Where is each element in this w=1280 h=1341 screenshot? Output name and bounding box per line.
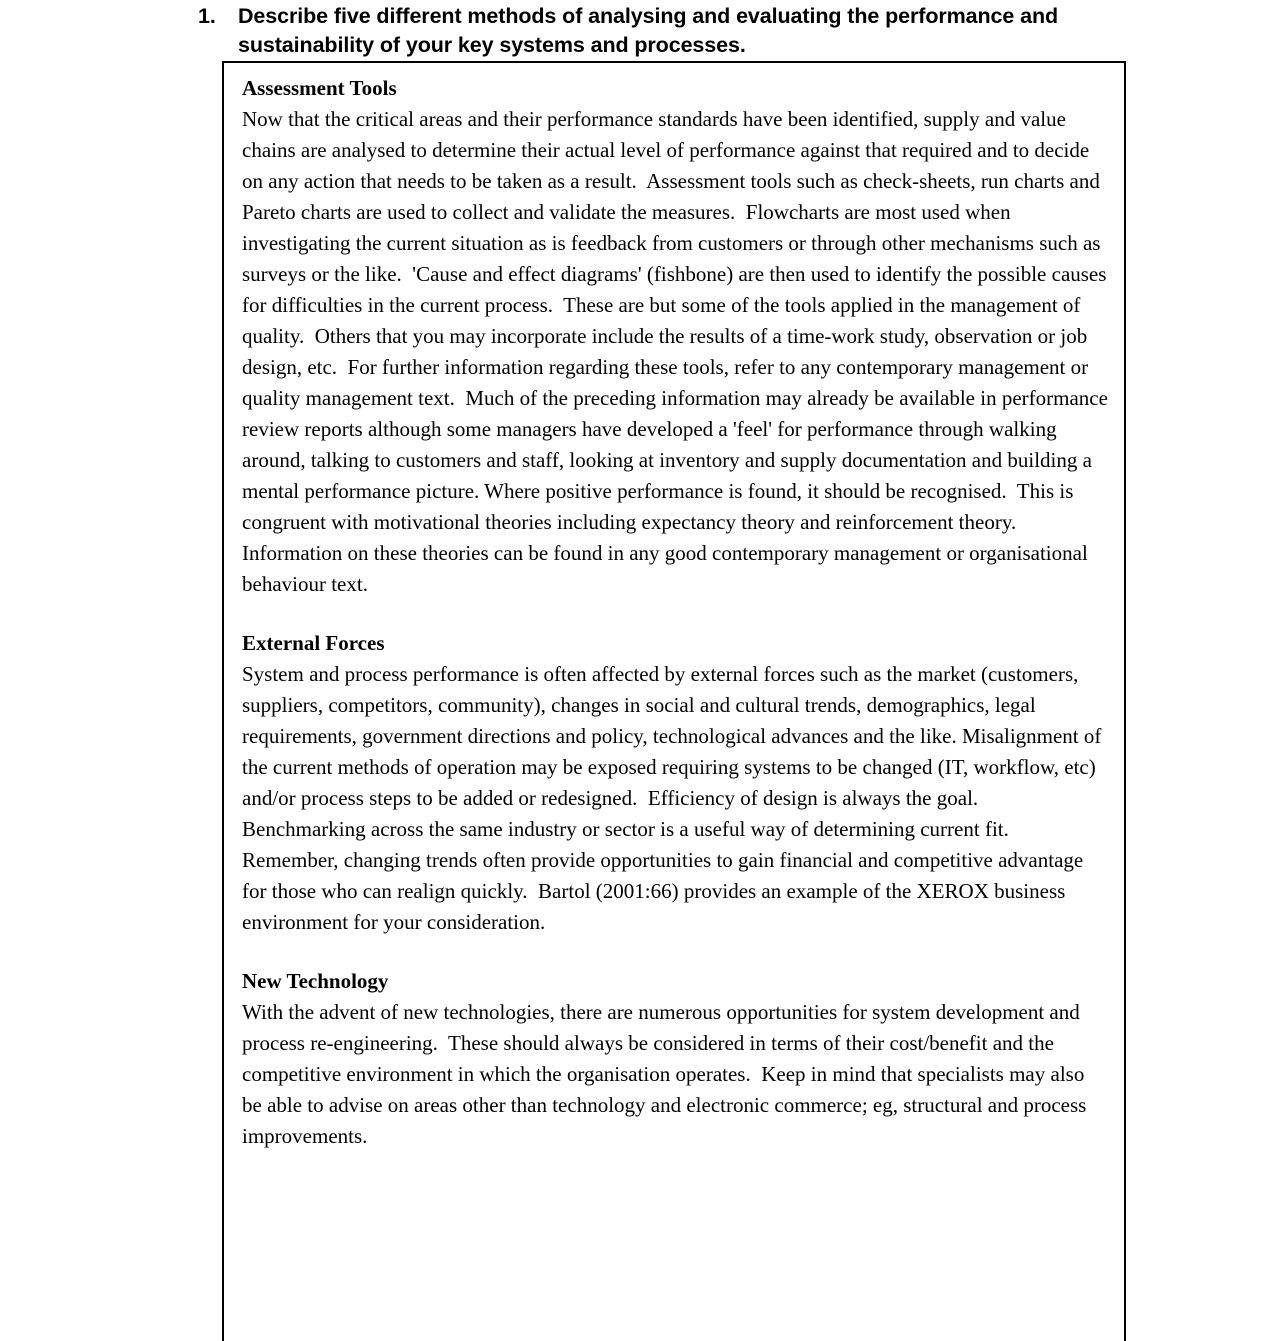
section-heading: New Technology [242,969,389,993]
section-new-technology [242,966,1108,1152]
question-number: 1. [198,4,216,28]
section-assessment-tools [242,73,1114,600]
answer-box-content [224,63,1124,1152]
question-heading [198,2,1088,60]
answer-text-box [222,61,1126,1341]
question-title: Describe five different methods of analysing and evaluating the performance and sustainability of your key systems and processes. [238,4,1059,57]
section-heading: Assessment Tools [242,76,397,100]
section-body: System and process performance is often affected by external forces such as the market (customers, suppliers, competitors, community), changes in social and cultural trends, demographics, legal requirements, government directions and policy, technological advances and the like. Misalignment of the current methods of operation may be exposed requiring systems to be changed (IT, workflow, etc) and/or process steps to be added or redesigned. Efficiency of design is always the goal. Benchmarking across the same industry or sector is a useful way of determining current fit. Remember, changing trends often provide opportunities to gain financial and competitive advantage for those who can realign quickly. Bartol (2001:66) provides an example of the XEROX business environment for your consideration. [242,662,1107,934]
section-body: Now that the critical areas and their performance standards have been identified, supply and value chains are analysed to determine their actual level of performance against that required and to decide on any action that needs to be taken as a result. Assessment tools such as check-sheets, run charts and Pareto charts are used to collect and validate the measures. Flowcharts are most used when investigating the current situation as is feedback from customers or through other mechanisms such as surveys or the like. 'Cause and effect diagrams' (fishbone) are then used to identify the possible causes for difficulties in the current process. These are but some of the tools applied in the management of quality. Others that you may incorporate include the results of a time-work study, observation or job design, etc. For further information regarding these tools, refer to any contemporary management or quality management text. Much of the preceding information may already be available in performance review reports although some managers have developed a 'feel' for performance through walking around, talking to customers and staff, looking at inventory and supply documentation and building a mental performance picture. Where positive performance is found, it should be recognised. This is congruent with motivational theories including expectancy theory and reinforcement theory. Information on these theories can be found in any good contemporary management or organisational behaviour text. [242,107,1114,596]
section-external-forces [242,628,1108,938]
section-body: With the advent of new technologies, there are numerous opportunities for system development and process re-engineering. These should always be considered in terms of their cost/benefit and the competitive environment in which the organisation operates. Keep in mind that specialists may also be able to advise on areas other than technology and electronic commerce; eg, structural and process improvements. [242,1000,1092,1148]
section-heading: External Forces [242,631,385,655]
